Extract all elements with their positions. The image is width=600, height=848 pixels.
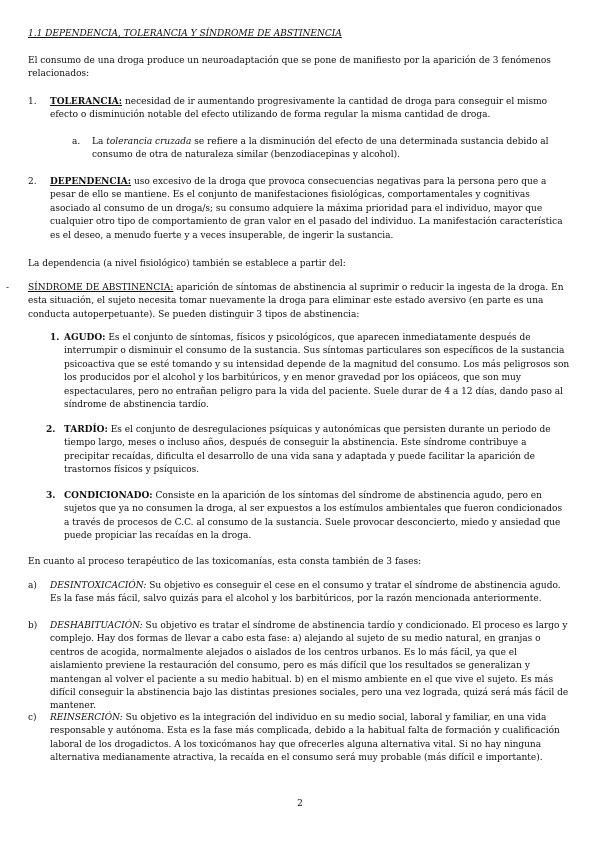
item-number: 2. (28, 177, 37, 187)
term-label: TARDÍO: (64, 425, 108, 435)
list-item-agudo: AGUDO: Es el conjunto de síntomas, físicos y psicológicos, que aparecen inmediatamente después de interrumpir o disminuir el consumo de la sustancia. Sus síntomas particulares son específicos de la sustancia psicoactiva que se esté tomando y su intensidad depende de la magnitud del consumo. Los más peligrosos son los producidos por el alcohol y los barbitúricos, y en menor gravedad por los opiáceos, que son muy espectaculares, pero no entrañan peligro para la vida del paciente. Suele durar de 4 a 12 días, dando paso al síndrome de abstinencia tardío. (64, 333, 570, 411)
term-label: DESHABITUACIÓN: (50, 621, 143, 631)
page-number: 2 (297, 799, 303, 809)
list-item-tolerancia: TOLERANCIA: necesidad de ir aumentando progresivamente la cantidad de droga para conseguir el mismo efecto o disminución notable del efecto utilizando de forma regular la misma cantidad de droga. (50, 97, 548, 121)
subitem-letter: a. (72, 137, 81, 147)
list-item-dependencia: DEPENDENCIA: uso excesivo de la droga que provoca consecuencias negativas para la persona pero que a pesar de ello se mantiene. Es el conjunto de manifestaciones fisiológicas, comportamentales y cognitivas asociado al consumo de un droga/s; su consumo adquiere la máxima prioridad para el individuo, mayor que cualquier otro tipo de comportamiento de gran valor en el pasado del individuo. La manifestación característica es el deseo, a menudo fuerte y a veces insuperable, de ingerir la sustancia. (50, 177, 563, 241)
term-label: CONDICIONADO: (64, 491, 153, 501)
term-label: tolerancia cruzada (106, 137, 192, 147)
list-item-condicionado: CONDICIONADO: Consiste en la aparición de los síntomas del síndrome de abstinencia agudo, pero en sujetos que ya no consumen la droga, al ser expuestos a los estímulos ambientales que fueron condicionados a través de procesos de C.C. al consumo de la sustancia. Suele provocar desconcierto, miedo y ansiedad que puede propiciar las recaídas en la droga. (64, 491, 563, 542)
phase-letter: c) (28, 713, 37, 723)
section-title: 1.1 DEPENDENCIA, TOLERANCIA Y SÍNDROME DE ABSTINENCIA (28, 29, 342, 39)
phase-letter: b) (28, 621, 38, 631)
list-item-deshabituacion: DESHABITUACIÓN: Su objetivo es tratar el síndrome de abstinencia tardío y condicionado. El proceso es largo y complejo. Hay dos formas de llevar a cabo esta fase: a) alejando al sujeto de su medio natural, en granjas o centros de acogida, normalmente alejados o aislados de los centros urbanos. Es lo más fácil, ya que el aislamiento previene la restauración del consumo, pero es más difícil que los resultados se generalizan y mantengan al volver el paciente a su medio habitual. b) en el mismo ambiente en el que vive el sujeto. Es más difícil conseguir la abstinencia bajo las distintas presiones sociales, pero una vez lograda, quizá será más fácil de mantener. (50, 621, 569, 712)
list-item-reinsercion: REINSERCIÓN: Su objetivo es la integración del individuo en su medio social, laboral y familiar, en una vida responsable y autónoma. Esta es la fase más complicada, debido a la habitual falta de formación y cualificación laboral de los drogadictos. A los toxicómanos hay que ofrecerles alguna alternativa vital. Si no hay ninguna alternativa medianamente atractiva, la recaída en el consumo será muy probable (más difícil e importante). (50, 713, 560, 764)
item-number: 1. (28, 97, 37, 107)
phase-letter: a) (28, 581, 37, 591)
list-item-tardio: TARDÍO: Es el conjunto de desregulaciones psíquicas y autonómicas que persisten durante un periodo de tiempo largo, meses o incluso años, después de conseguir la abstinencia. Este síndrome contribuye a precipitar recaídas, dificulta el desarrollo de una vida sana y adaptada y puede facilitar la aparición de trastornos físicos y psíquicos. (64, 425, 551, 476)
list-item-desintoxicacion: DESINTOXICACIÓN: Su objetivo es conseguir el cese en el consumo y tratar el síndrome de abstinencia agudo. Es la fase más fácil, salvo quizás para el alcohol y los barbitúricos, por la razón mencionada anteriormente. (50, 581, 561, 605)
phases-intro: En cuanto al proceso terapéutico de las toxicomanías, esta consta también de 3 fases: (28, 557, 422, 567)
term-label: TOLERANCIA: (50, 97, 123, 107)
item-number: 1. (50, 333, 60, 343)
term-label: SÍNDROME DE ABSTINENCIA: (28, 283, 174, 293)
dependence-paragraph: La dependencia (a nivel fisiológico) también se establece a partir del: (28, 259, 346, 269)
list-item-abstinencia: SÍNDROME DE ABSTINENCIA: aparición de síntomas de abstinencia al suprimir o reducir la ingesta de la droga. En esta situación, el sujeto necesita tomar nuevamente la droga para eliminar este estado aversivo (en parte es una conducta autoperpetuante). Se pueden distinguir 3 tipos de abstinencia: (28, 283, 564, 320)
term-label: DESINTOXICACIÓN: (50, 581, 147, 591)
term-label: AGUDO: (64, 333, 106, 343)
subitem-tolerancia-cruzada: La tolerancia cruzada se refiere a la disminución del efecto de una determinada sustancia debido al consumo de otra de naturaleza similar (benzodiacepinas y alcohol). (92, 137, 549, 161)
term-label: REINSERCIÓN: (50, 713, 123, 723)
term-label: DEPENDENCIA: (50, 177, 132, 187)
intro-paragraph: El consumo de una droga produce un neuroadaptación que se pone de manifiesto por la aparición de 3 fenómenos relacionados: (28, 56, 551, 80)
item-number: 3. (46, 491, 56, 501)
bullet-dash: - (6, 283, 10, 293)
item-number: 2. (46, 425, 56, 435)
